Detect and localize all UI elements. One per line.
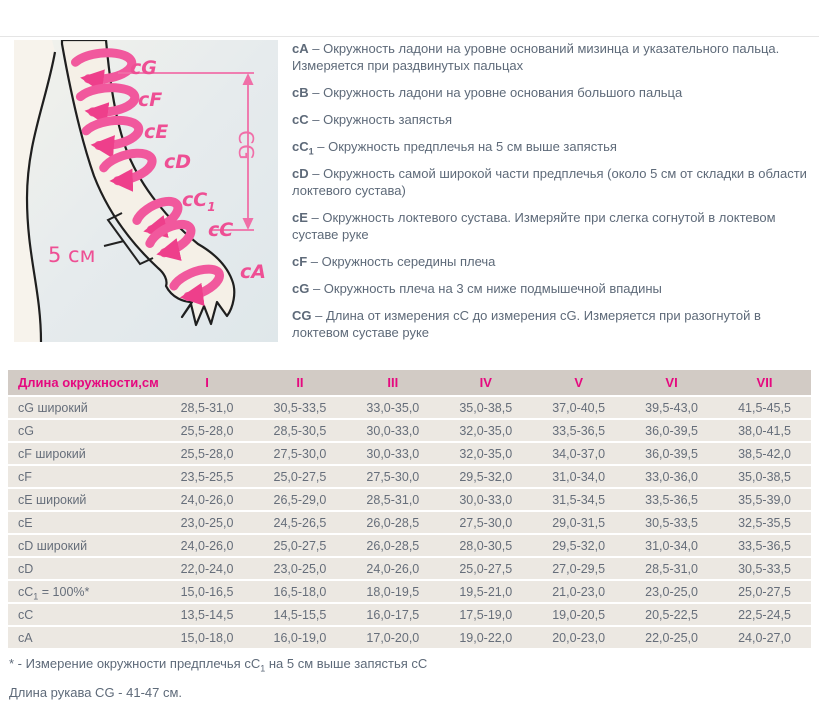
column-header-size: V <box>532 370 625 395</box>
range-cell: 27,5-30,0 <box>346 466 439 487</box>
range-cell: 28,5-31,0 <box>346 489 439 510</box>
label-cg: cG <box>130 57 157 79</box>
range-cell: 33,0-35,0 <box>346 397 439 418</box>
range-cell: 25,5-28,0 <box>161 443 254 464</box>
range-cell: 19,0-22,0 <box>439 627 532 648</box>
range-cell: 29,5-32,0 <box>532 535 625 556</box>
range-cell: 14,5-15,5 <box>253 604 346 625</box>
table-row <box>8 558 811 579</box>
row-label: $cC_1 = 100\%*$ <box>8 581 161 602</box>
range-cell: 35,0-38,5 <box>718 466 811 487</box>
range-cell: 22,5-24,5 <box>718 604 811 625</box>
label-cc1: $cC_1$ <box>182 189 216 214</box>
row-label: cD <box>8 558 161 579</box>
range-cell: 16,5-18,0 <box>253 581 346 602</box>
range-cell: 26,0-28,5 <box>346 512 439 533</box>
label-five-cm: 5 см <box>48 243 96 267</box>
range-cell: 24,0-26,0 <box>346 558 439 579</box>
range-cell: 32,0-35,0 <box>439 443 532 464</box>
range-cell: 27,5-30,0 <box>439 512 532 533</box>
label-length-cg: CG <box>234 130 258 160</box>
footnotes <box>9 656 789 714</box>
range-cell: 17,0-20,0 <box>346 627 439 648</box>
label-cd: cD <box>164 151 192 173</box>
size-table <box>8 368 811 650</box>
table-row <box>8 627 811 648</box>
measurement-descriptions <box>292 40 812 351</box>
range-cell: 25,0-27,5 <box>718 581 811 602</box>
range-cell: 36,0-39,5 <box>625 443 718 464</box>
range-cell: 24,0-26,0 <box>161 489 254 510</box>
range-cell: 23,5-25,5 <box>161 466 254 487</box>
range-cell: 21,0-23,0 <box>532 581 625 602</box>
range-cell: 31,5-34,5 <box>532 489 625 510</box>
range-cell: 28,5-31,0 <box>161 397 254 418</box>
range-cell: 18,0-19,5 <box>346 581 439 602</box>
row-label: cF <box>8 466 161 487</box>
range-cell: 24,5-26,5 <box>253 512 346 533</box>
range-cell: 25,0-27,5 <box>253 535 346 556</box>
range-cell: 24,0-26,0 <box>161 535 254 556</box>
column-header-size: VI <box>625 370 718 395</box>
range-cell: 38,0-41,5 <box>718 420 811 441</box>
row-label: cE <box>8 512 161 533</box>
range-cell: 16,0-19,0 <box>253 627 346 648</box>
arm-measurement-illustration <box>14 40 278 342</box>
range-cell: 19,5-21,0 <box>439 581 532 602</box>
range-cell: 39,5-43,0 <box>625 397 718 418</box>
column-header-size: III <box>346 370 439 395</box>
range-cell: 15,0-18,0 <box>161 627 254 648</box>
range-cell: 37,0-40,5 <box>532 397 625 418</box>
column-header-size: II <box>253 370 346 395</box>
range-cell: 28,5-31,0 <box>625 558 718 579</box>
table-row <box>8 581 811 602</box>
column-header-circumference: Длина окружности,см <box>8 370 161 395</box>
table-row <box>8 535 811 556</box>
range-cell: 22,0-24,0 <box>161 558 254 579</box>
range-cell: 41,5-45,5 <box>718 397 811 418</box>
range-cell: 31,0-34,0 <box>625 535 718 556</box>
range-cell: 29,0-31,5 <box>532 512 625 533</box>
range-cell: 27,5-30,0 <box>253 443 346 464</box>
row-label: cE широкий <box>8 489 161 510</box>
range-cell: 20,0-23,0 <box>532 627 625 648</box>
range-cell: 29,5-32,0 <box>439 466 532 487</box>
range-cell: 35,5-39,0 <box>718 489 811 510</box>
footnote-asterisk-sub: 1 <box>260 663 266 674</box>
range-cell: 24,0-27,0 <box>718 627 811 648</box>
range-cell: 25,5-28,0 <box>161 420 254 441</box>
range-cell: 30,0-33,0 <box>346 420 439 441</box>
row-label: cA <box>8 627 161 648</box>
range-cell: 30,5-33,5 <box>718 558 811 579</box>
table-row <box>8 443 811 464</box>
range-cell: 34,0-37,0 <box>532 443 625 464</box>
row-label: cG широкий <box>8 397 161 418</box>
range-cell: 30,5-33,5 <box>253 397 346 418</box>
measurement-desc: cE – Окружность локтевого сустава. Измеряйте при слегка согнутой в локтевом суставе руке <box>292 210 776 242</box>
range-cell: 23,0-25,0 <box>253 558 346 579</box>
range-cell: 26,0-28,5 <box>346 535 439 556</box>
table-row <box>8 489 811 510</box>
range-cell: 33,5-36,5 <box>625 489 718 510</box>
range-cell: 33,5-36,5 <box>532 420 625 441</box>
table-row <box>8 397 811 418</box>
column-header-size: I <box>161 370 254 395</box>
row-label: cF широкий <box>8 443 161 464</box>
column-header-size: IV <box>439 370 532 395</box>
range-cell: 36,0-39,5 <box>625 420 718 441</box>
range-cell: 35,0-38,5 <box>439 397 532 418</box>
footnote-sleeve-length: Длина рукава CG - 41-47 см. <box>9 685 183 700</box>
table-row <box>8 512 811 533</box>
footnote-asterisk-suffix: на 5 см выше запястья cC <box>265 656 428 671</box>
range-cell: 22,0-25,0 <box>625 627 718 648</box>
range-cell: 30,0-33,0 <box>346 443 439 464</box>
footnote-asterisk <box>9 656 789 674</box>
measurement-desc: cC – Окружность запястья <box>292 112 453 127</box>
column-header-size: VII <box>718 370 811 395</box>
label-cc: cC <box>208 219 234 241</box>
range-cell: 27,0-29,5 <box>532 558 625 579</box>
range-cell: 31,0-34,0 <box>532 466 625 487</box>
range-cell: 30,5-33,5 <box>625 512 718 533</box>
top-divider <box>0 36 819 37</box>
row-label: cC <box>8 604 161 625</box>
range-cell: 15,0-16,5 <box>161 581 254 602</box>
measurement-desc: $cC_1$ – Окружность предплечья на 5 см выше запястья <box>292 139 617 157</box>
range-cell: 23,0-25,0 <box>161 512 254 533</box>
range-cell: 32,5-35,5 <box>718 512 811 533</box>
table-row <box>8 420 811 441</box>
measurement-desc: cA – Окружность ладони на уровне оснований мизинца и указательного пальца. Измеряется при раздвинутых пальцах <box>292 41 780 73</box>
measurement-desc: cB – Окружность ладони на уровне основания большого пальца <box>292 85 683 100</box>
table-row <box>8 604 811 625</box>
label-cf: cF <box>138 89 163 111</box>
table-row <box>8 466 811 487</box>
range-cell: 13,5-14,5 <box>161 604 254 625</box>
measurement-desc: cG – Окружность плеча на 3 см ниже подмышечной впадины <box>292 281 662 296</box>
footnote-asterisk-text: * - Измерение окружности предплечья cC <box>9 656 261 671</box>
size-table-section <box>8 368 811 650</box>
row-label: cG <box>8 420 161 441</box>
measurement-desc: cF – Окружность середины плеча <box>292 254 496 269</box>
range-cell: 20,5-22,5 <box>625 604 718 625</box>
range-cell: 33,0-36,0 <box>625 466 718 487</box>
table-header-row <box>8 370 811 395</box>
arm-illustration-svg <box>14 40 278 342</box>
range-cell: 32,0-35,0 <box>439 420 532 441</box>
range-cell: 16,0-17,5 <box>346 604 439 625</box>
label-ca: cA <box>240 261 266 283</box>
range-cell: 23,0-25,0 <box>625 581 718 602</box>
range-cell: 30,0-33,0 <box>439 489 532 510</box>
range-cell: 33,5-36,5 <box>718 535 811 556</box>
row-label: cD широкий <box>8 535 161 556</box>
range-cell: 17,5-19,0 <box>439 604 532 625</box>
range-cell: 26,5-29,0 <box>253 489 346 510</box>
range-cell: 25,0-27,5 <box>253 466 346 487</box>
label-ce: cE <box>144 121 169 143</box>
range-cell: 28,0-30,5 <box>439 535 532 556</box>
range-cell: 19,0-20,5 <box>532 604 625 625</box>
range-cell: 38,5-42,0 <box>718 443 811 464</box>
measurement-desc: CG – Длина от измерения cC до измерения cG. Измеряется при разогнутой в локтевом суставе руке <box>292 308 761 340</box>
range-cell: 25,0-27,5 <box>439 558 532 579</box>
measurement-desc: cD – Окружность самой широкой части предплечья (около 5 см от складки в области локтевого сустава) <box>292 166 807 198</box>
range-cell: 28,5-30,5 <box>253 420 346 441</box>
